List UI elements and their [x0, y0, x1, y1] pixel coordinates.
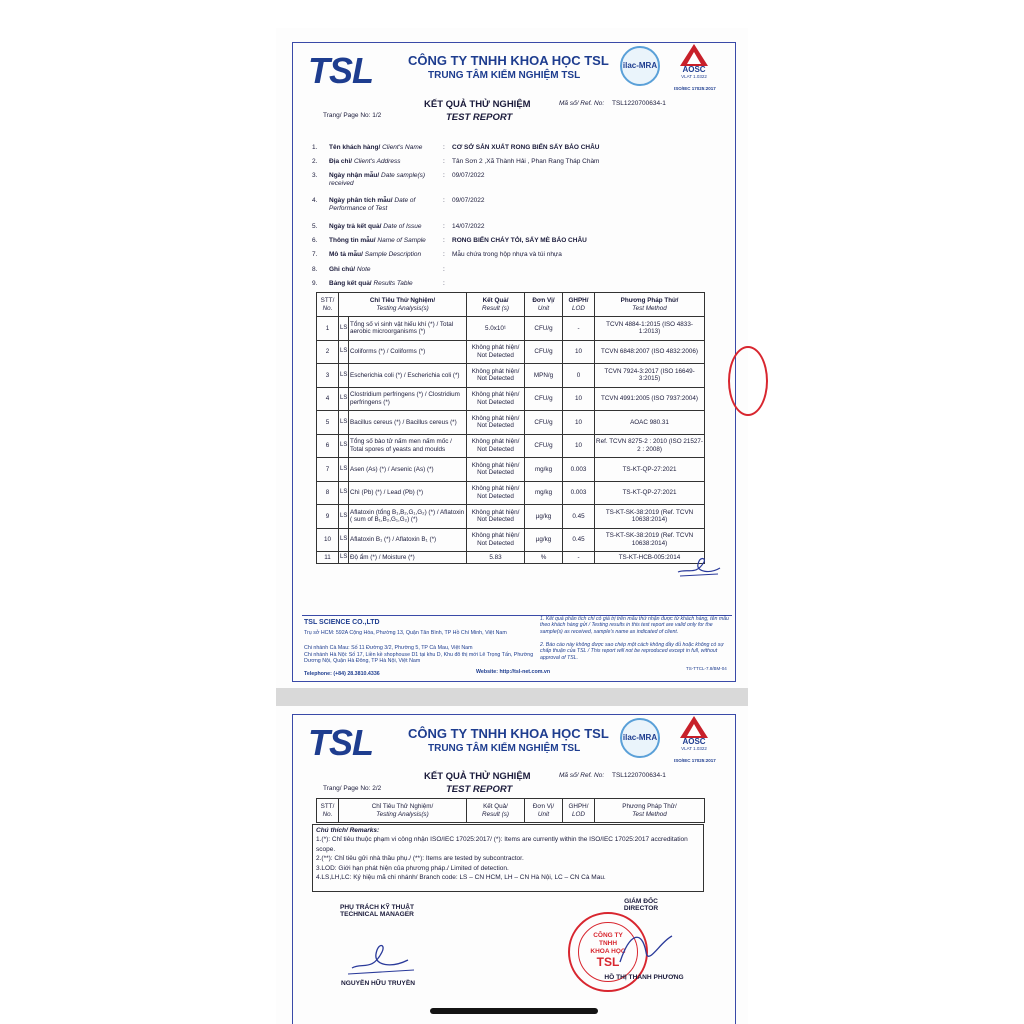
director-title	[606, 898, 676, 912]
ilac-mra-logo: ilac-MRA	[620, 718, 660, 758]
lab-center-name: TRUNG TÂM KIỂM NGHIỆM TSL	[428, 70, 581, 81]
ilac-mra-logo: ilac-MRA	[620, 46, 660, 86]
remarks-text	[316, 826, 700, 882]
table-header-row	[317, 799, 705, 823]
header-lod: GHPH/ LOD	[563, 293, 595, 317]
table-row: 3 LS Escherichia coli (*) / Escherichia coli (*) Không phát hiện/ Not Detected MPN/g 0 TCVN 7924-3:2017 (ISO 16649-3:2015)	[317, 364, 705, 388]
page-gap	[276, 688, 748, 706]
header-method: Phương Pháp Thử/ Test Method	[595, 799, 705, 823]
table-row: 1 LS Tổng số vi sinh vật hiếu khí (*) / Total aerobic microorganisms (*) 5.0x10¹ CFU/g - TCVN 4884-1:2015 (ISO 4833-1:2013)	[317, 317, 705, 341]
report-page-1[interactable]: TSL CÔNG TY TNHH KHOA HỌC TSL TRUNG TÂM KIỂM NGHIỆM TSL ilac-MRA AOSC VLAT 1.0322 ISO/IEC 17025:2017 Trang/ Page No: 1/2 KẾT QUẢ THỬ NGHIỆM TEST REPORT Mã số/ Ref. No: TSL1220700634-1 1. Tên khách hàng/ Client's Name : CƠ SỞ SẢN XUẤT RONG BIỂN SẤY BẢO CHÂU 2. Địa chỉ/ Client's Address : Tân Sơn 2 ,Xã Thành Hải , Phan Rang Tháp Chàm 3. Ngày nhận mẫu/ Date sample(s) received : 09/07/2022 4. Ngày phân tích mẫu/ Date of Performance of Test : 09/07/2022 5. Ngày trả kết quả/ Date of Issue : 14/07/2022 6. Thông tin mẫu/ Name of Sample : RONG BIỂN CHÁY TỎI, SẤY MÈ BẢO CHÂU 7. Mô tả mẫu/ Sample Description : Mẫu chứa trong hộp nhựa và túi nhựa 8. Ghi chú/ Note : 9. Bảng kết quả/ Results Table : STT/ No. Chỉ Tiêu Thử Nghiệm/ Testing Analysis(s) Kết Quả/ Result (s) Đơn Vị/ Unit GHPH/ LOD Phương Pháp Thử/ Test Method 1 LS Tổng số vi sinh vật hiếu khí (*) / Total aerobic microorganisms (*) 5.0x10¹ CFU/g - TCVN 4884-1:2015 (ISO 4833-1:2013) 2 LS Coliforms (*) / Coliforms (*) Không phát hiện/ Not Detected CFU/g 10 TCVN 6848:2007 (ISO 4832:2006) 3 LS Escherichia coli (*) / Escherichia coli (*) Không phát hiện/ Not Detected MPN/g 0 TCVN 7924-3:2017 (ISO 16649-3:2015) 4 LS Clostridium perfringens (*) / Clostridium perfringens (*) Không phát hiện/ Not Detected CFU/g 10 TCVN 4991:2005 (ISO 7937:2004) 5 LS Bacillus cereus (*) / Bacillus cereus (*) Không phát hiện/ Not Detected CFU/g 10 AOAC 980.31 6 LS Tổng số bào tử nấm men nấm mốc / Total spores of yeasts and moulds Không phát hiện/ Not Detected CFU/g 10 Ref. TCVN 8275-2 : 2010 (ISO 21527-2 : 2008) 7 LS Asen (As) (*) / Arsenic (As) (*) Không phát hiện/ Not Detected mg/kg 0.003 TS-KT-QP-27:2021 8 LS Chì (Pb) (*) / Lead (Pb) (*) Không phát hiện/ Not Detected mg/kg 0.003 TS-KT-QP-27:2021 9 LS Aflatoxin (tổng B₁,B₂,G₁,G₂) (*) / Aflatoxin ( sum of B₁,B₂,G₁,G₂) (*) Không phát hiện/ Not Detected µg/kg 0.45 TS-KT-SK-38:2019 (Ref. TCVN 10638:2014) 10 LS Aflatoxin B₁ (*) / Aflatoxin B₁ (*) Không phát hiện/ Not Detected µg/kg 0.45 TS-KT-SK-38:2019 (Ref. TCVN 10638:2014) 11 LS Độ ẩm (*) / Moisture (*) 5.83 % - TS-KT-HCB-005:2014 TSL SCIENCE CO.,LTD Trụ sở HCM: 592A Cộng Hòa, Phường 13, Quận Tân Bình, TP Hồ Chí Minh, Việt Nam Chi nhánh Cà Mau: Số 11 Đường 3/2, Phường 5, TP Cà Mau, Việt Nam Chi nhánh Hà Nội: Số 17, Liền kề shophouse D1 tại khu D, Khu đô thị mới Lê Trọng Tấn, Phường Dương Nội, Quận Hà Đông, TP Hà Nội, Việt Nam Telephone: (+84) 28.3810.4336 Website: http://tsl-net.com.vn 1. Kết quả phân tích chỉ có giá trị trên mẫu thử nhận được từ khách hàng, tên mẫu theo khách hàng gửi / Testing results in this test report are valid only for the sample(s) as received, sample's name as indicated of client. 2. Báo cáo này không được sao chép một cách không đầy đủ hoặc không có sự chấp thuận của TSL / This report will not be reproduced except in full, without approval of TSL. TS-TTCL-7.8/BM-04	[276, 28, 748, 688]
header-lod: GHPH/ LOD	[563, 799, 595, 823]
backdrop-left	[0, 0, 276, 1024]
table-header-row	[317, 293, 705, 317]
footer-note-1: 1. Kết quả phân tích chỉ có giá trị trên mẫu thử nhận được từ khách hàng, tên mẫu theo khách hàng gửi / Testing results in this test report are valid only for the sample(s) as received, sample's name as indicated of client.	[540, 616, 729, 635]
aosc-triangle-icon	[680, 716, 708, 738]
table-row: 8 LS Chì (Pb) (*) / Lead (Pb) (*) Không phát hiện/ Not Detected mg/kg 0.003 TS-KT-QP-27:2021	[317, 481, 705, 505]
footer-hq-address: Trụ sở HCM: 592A Cộng Hòa, Phường 13, Quận Tân Bình, TP Hồ Chí Minh, Việt Nam	[304, 630, 507, 636]
table-row: 5 LS Bacillus cereus (*) / Bacillus cereus (*) Không phát hiện/ Not Detected CFU/g 10 AOAC 980.31	[317, 411, 705, 435]
tech-manager-title	[332, 904, 422, 918]
tech-manager-title-vn: PHỤ TRÁCH KỸ THUẬT	[340, 904, 414, 911]
header-unit: Đơn Vị/ Unit	[525, 293, 563, 317]
header-unit: Đơn Vị/ Unit	[525, 799, 563, 823]
director-title-vn: GIÁM ĐỐC	[624, 898, 658, 905]
tsl-logo: TSL	[308, 722, 373, 763]
ref-number: TSL1220700634-1	[612, 772, 666, 779]
report-title-en: TEST REPORT	[446, 784, 513, 795]
table-row: 2 LS Coliforms (*) / Coliforms (*) Không phát hiện/ Not Detected CFU/g 10 TCVN 6848:2007 (ISO 4832:2006)	[317, 340, 705, 364]
ref-label: Mã số/ Ref. No:	[559, 772, 605, 779]
remark-1: 1.(*): Chỉ tiêu thuộc phạm vi công nhận ISO/IEC 17025:2017/ (*): Items are currently within the ISO/IEC 17025:2017 accreditation scope.	[316, 836, 688, 853]
tech-manager-signature-icon	[342, 936, 422, 980]
footer-telephone: Telephone: (+84) 28.3810.4336	[304, 671, 380, 677]
lab-center-name: TRUNG TÂM KIỂM NGHIỆM TSL	[428, 743, 581, 754]
tsl-logo: TSL	[308, 50, 373, 91]
report-title-vn: KẾT QUẢ THỬ NGHIỆM	[424, 99, 531, 110]
header-analysis: Chỉ Tiêu Thử Nghiệm/ Testing Analysis(s)	[339, 293, 467, 317]
report-page-2[interactable]	[276, 706, 748, 1024]
company-name: CÔNG TY TNHH KHOA HỌC TSL	[408, 726, 609, 741]
form-code: TS-TTCL-7.8/BM-04	[686, 666, 727, 671]
tech-manager-title-en: TECHNICAL MANAGER	[340, 911, 414, 918]
header-result: Kết Quả/ Result (s)	[467, 293, 525, 317]
aosc-label: AOSC	[682, 65, 706, 74]
director-name: HỒ THỊ THANH PHƯƠNG	[604, 974, 684, 981]
stamp-text: CÔNG TY TNHH KHOA HỌC TSL	[590, 932, 626, 969]
table-row: 11 LS Độ ẩm (*) / Moisture (*) 5.83 % - TS-KT-HCB-005:2014	[317, 552, 705, 564]
remark-3: 3.LOD: Giới hạn phát hiện của phương pháp./ Limited of detection.	[316, 864, 509, 872]
results-table	[316, 292, 705, 564]
footer-hanoi-address: Chi nhánh Hà Nội: Số 17, Liền kề shophouse D1 tại khu D, Khu đô thị mới Lê Trọng Tấn, Phường Dương Nội, Quận Hà Đông, TP Hà Nội, Việt Nam	[304, 652, 534, 665]
tech-manager-name: NGUYỄN HỮU TRUYỀN	[341, 980, 415, 987]
footer-note-2: 2. Báo cáo này không được sao chép một cách không đầy đủ hoặc không có sự chấp thuận của TSL / This report will not be reproduced except in full, without approval of TSL.	[540, 642, 724, 661]
aosc-triangle-icon	[680, 44, 708, 66]
director-title-en: DIRECTOR	[623, 905, 659, 912]
aosc-logo	[669, 716, 719, 751]
footer-company: TSL SCIENCE CO.,LTD	[304, 619, 380, 626]
table-row: 9 LS Aflatoxin (tổng B₁,B₂,G₁,G₂) (*) / Aflatoxin ( sum of B₁,B₂,G₁,G₂) (*) Không phát hiện/ Not Detected µg/kg 0.45 TS-KT-SK-38:2019 (Ref. TCVN 10638:2014)	[317, 505, 705, 529]
backdrop-right	[748, 0, 1024, 1024]
director-signature-icon	[612, 922, 682, 978]
remarks-box	[312, 824, 704, 892]
report-title-en: TEST REPORT	[446, 112, 513, 123]
company-name: CÔNG TY TNHH KHOA HỌC TSL	[408, 53, 609, 68]
iso-standard: ISO/IEC 17025:2017	[674, 758, 716, 763]
aosc-code: VLAT 1.0322	[681, 74, 707, 79]
aosc-code: VLAT 1.0322	[681, 746, 707, 751]
table-row: 7 LS Asen (As) (*) / Arsenic (As) (*) Không phát hiện/ Not Detected mg/kg 0.003 TS-KT-QP-27:2021	[317, 458, 705, 482]
footer-website: Website: http://tsl-net.com.vn	[476, 669, 551, 675]
header-stt: STT/ No.	[317, 799, 339, 823]
remark-4: 4.LS,LH,LC: Ký hiệu mã chi nhánh/ Branch code: LS – CN HCM, LH – CN Hà Nội, LC – CN Cà Mau.	[316, 874, 606, 882]
page-number: Trang/ Page No: 1/2	[323, 112, 382, 119]
home-indicator[interactable]	[430, 1008, 598, 1014]
ref-number: TSL1220700634-1	[612, 100, 666, 107]
aosc-logo	[669, 44, 719, 79]
header-analysis: Chỉ Tiêu Thử Nghiệm/ Testing Analysis(s)	[339, 799, 467, 823]
table-row: 4 LS Clostridium perfringens (*) / Clostridium perfringens (*) Không phát hiện/ Not Detected CFU/g 10 TCVN 4991:2005 (ISO 7937:2004)	[317, 387, 705, 411]
stamp-edge-icon	[728, 346, 768, 416]
header-method: Phương Pháp Thử/ Test Method	[595, 293, 705, 317]
remark-2: 2.(**): Chỉ tiêu gửi nhà thầu phụ./ (**): Items are tested by subcontractor.	[316, 855, 524, 863]
header-result: Kết Quả/ Result (s)	[467, 799, 525, 823]
aosc-label: AOSC	[682, 737, 706, 746]
remarks-title: Chú thích/ Remarks:	[316, 827, 380, 834]
iso-standard: ISO/IEC 17025:2017	[674, 86, 716, 91]
table-row: 10 LS Aflatoxin B₁ (*) / Aflatoxin B₁ (*) Không phát hiện/ Not Detected µg/kg 0.45 TS-KT-SK-38:2019 (Ref. TCVN 10638:2014)	[317, 528, 705, 552]
results-table-header	[316, 798, 705, 823]
report-title-vn: KẾT QUẢ THỬ NGHIỆM	[424, 771, 531, 782]
table-row: 6 LS Tổng số bào tử nấm men nấm mốc / Total spores of yeasts and moulds Không phát hiện/ Not Detected CFU/g 10 Ref. TCVN 8275-2 : 2010 (ISO 21527-2 : 2008)	[317, 434, 705, 458]
header-stt: STT/ No.	[317, 293, 339, 317]
footer-camau-address: Chi nhánh Cà Mau: Số 11 Đường 3/2, Phường 5, TP Cà Mau, Việt Nam	[304, 645, 473, 651]
ref-label: Mã số/ Ref. No:	[559, 100, 605, 107]
initials-signature-icon	[674, 550, 724, 580]
page-number: Trang/ Page No: 2/2	[323, 785, 382, 792]
